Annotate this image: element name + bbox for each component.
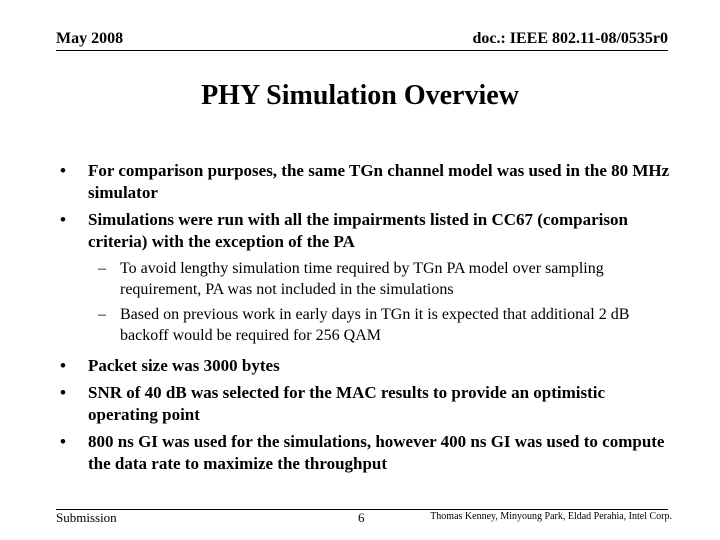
bullet-text: 800 ns GI was used for the simulations, however 400 ns GI was used to compute the data rate to maximize the throughput bbox=[88, 432, 665, 473]
bullet-text: For comparison purposes, the same TGn channel model was used in the 80 MHz simulator bbox=[88, 161, 670, 202]
sub-bullet-item bbox=[60, 258, 670, 300]
header-date: May 2008 bbox=[56, 30, 124, 47]
sub-bullet-marker: – bbox=[98, 306, 106, 323]
bullet-marker: • bbox=[60, 210, 66, 229]
footer-authors: Thomas Kenney, Minyoung Park, Eldad Perahia, Intel Corp. bbox=[430, 511, 672, 522]
bullet-item bbox=[60, 382, 670, 426]
bullet-marker: • bbox=[60, 383, 66, 402]
header-doc-id: doc.: IEEE 802.11-08/0535r0 bbox=[472, 30, 668, 47]
bullet-marker: • bbox=[60, 161, 66, 180]
footer-page-number: 6 bbox=[358, 510, 365, 525]
bullet-item bbox=[60, 355, 670, 377]
sub-bullet-text: Based on previous work in early days in TGn it is expected that additional 2 dB backoff would be required for 256 QAM bbox=[120, 306, 630, 344]
bullet-item bbox=[60, 209, 670, 253]
slide-title: PHY Simulation Overview bbox=[201, 80, 519, 111]
bullet-marker: • bbox=[60, 432, 66, 451]
header-rule bbox=[56, 50, 668, 51]
bullet-item bbox=[60, 431, 670, 475]
footer-submission: Submission bbox=[56, 510, 117, 525]
sub-bullet-text: To avoid lengthy simulation time required by TGn PA model over sampling requirement, PA was not included in the simulations bbox=[120, 260, 604, 298]
bullet-text: Packet size was 3000 bytes bbox=[88, 356, 280, 375]
bullet-item bbox=[60, 160, 670, 204]
bullet-text: Simulations were run with all the impairments listed in CC67 (comparison criteria) with the exception of the PA bbox=[88, 210, 628, 251]
sub-bullet-marker: – bbox=[98, 260, 106, 277]
slide-body bbox=[60, 160, 670, 480]
bullet-text: SNR of 40 dB was selected for the MAC results to provide an optimistic operating point bbox=[88, 383, 606, 424]
sub-bullet-item bbox=[60, 304, 670, 346]
sub-bullet-list bbox=[60, 258, 670, 346]
bullet-marker: • bbox=[60, 356, 66, 375]
